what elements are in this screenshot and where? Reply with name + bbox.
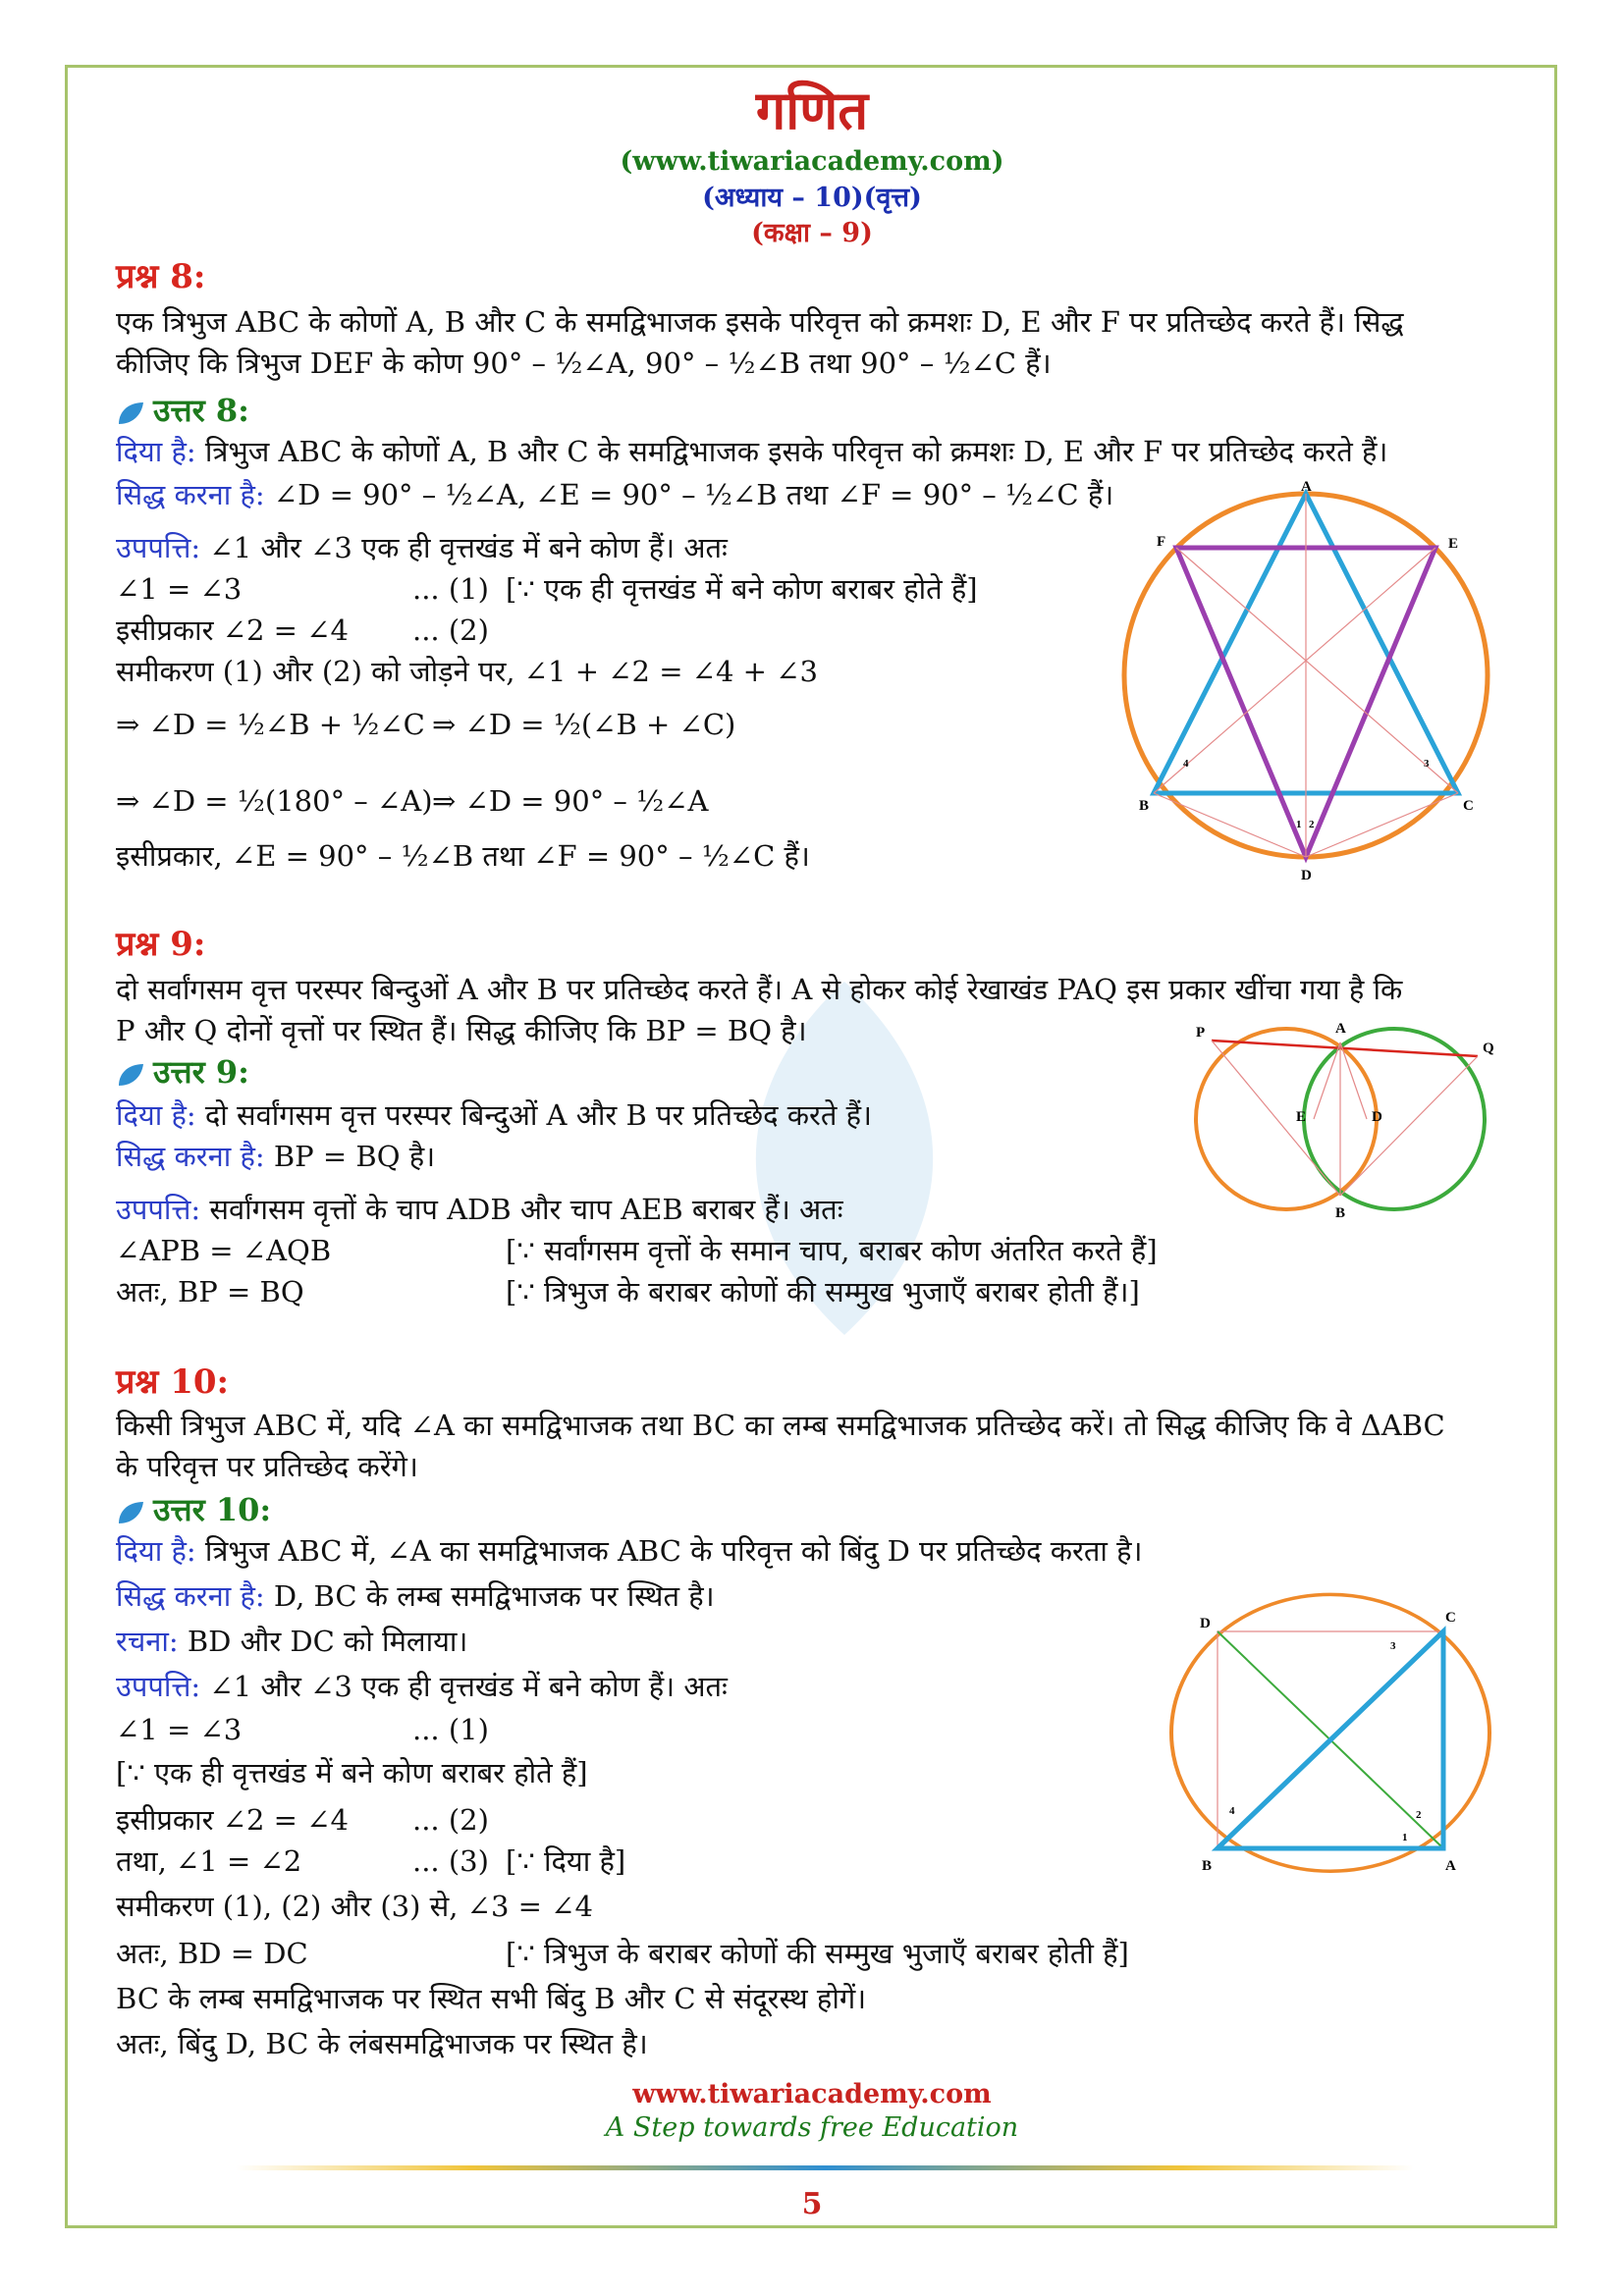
label-2: 2	[1309, 819, 1315, 830]
label-3: 3	[1390, 1640, 1396, 1652]
prove-text: D, BC के लम्ब समद्विभाजक पर स्थित है।	[264, 1579, 715, 1613]
step-10-4: समीकरण (1), (2) और (3) से, ∠3 = ∠4	[116, 1890, 593, 1923]
step-8-2: इसीप्रकार ∠2 = ∠4	[116, 614, 349, 647]
answer-8-label: उत्तर 8:	[153, 392, 249, 429]
answer-10-proof	[116, 1667, 728, 1706]
prove-text: BP = BQ है।	[264, 1140, 436, 1173]
proof-label: उपपत्ति:	[116, 531, 201, 564]
chapter-label: (अध्याय – 10)(वृत्त)	[702, 183, 922, 213]
step-8-4a: ⇒ ∠D = ½∠B + ½∠C	[116, 708, 425, 741]
label-1: 1	[1296, 819, 1302, 830]
label-P: P	[1196, 1025, 1206, 1041]
step-10-7: अतः, बिंदु D, BC के लंबसमद्विभाजक पर स्थित है।	[116, 2027, 648, 2060]
circle-left	[1196, 1029, 1377, 1209]
step-9-1: ∠APB = ∠AQB	[116, 1234, 332, 1267]
step-9-2: अतः, BP = BQ	[116, 1275, 304, 1308]
answer-10-given	[116, 1531, 1143, 1571]
question-10-text-2: के परिवृत्त पर प्रतिच्छेद करेंगे।	[116, 1450, 418, 1483]
answer-10-construction	[116, 1622, 467, 1661]
step-10-1-num: ... (1)	[412, 1713, 489, 1746]
answer-8-given	[116, 432, 1387, 471]
step-8-5a: ⇒ ∠D = ½(180° – ∠A)	[116, 784, 433, 818]
step-9-1-reason: [∵ सर्वांगसम वृत्तों के समान चाप, बराबर कोण अंतरित करते हैं]	[506, 1234, 1158, 1267]
label-B: B	[1202, 1858, 1213, 1874]
prove-label: सिद्ध करना है:	[116, 1579, 265, 1613]
question-9-text-2: P और Q दोनों वृत्तों पर स्थित हैं। सिद्ध कीजिए कि BP = BQ है।	[116, 1014, 807, 1047]
leaf-icon	[116, 1062, 145, 1088]
step-8-1-num: ... (1)	[412, 572, 489, 606]
answer-8-heading	[116, 391, 249, 430]
step-8-1-reason: [∵ एक ही वृत्तखंड में बने कोण बराबर होते हैं]	[506, 572, 978, 606]
header-site: (www.tiwariacademy.com)	[620, 146, 1004, 177]
footer-tagline: A Step towards free Education	[605, 2112, 1019, 2143]
given-text: दो सर्वांगसम वृत्त परस्पर बिन्दुओं A और B पर प्रतिच्छेद करते हैं।	[195, 1098, 872, 1132]
label-1: 1	[1402, 1832, 1408, 1843]
figure-10-square	[1159, 1590, 1512, 1875]
label-E: E	[1448, 536, 1459, 552]
construction-label: रचना:	[116, 1625, 179, 1658]
label-A: A	[1445, 1858, 1456, 1874]
construction-text: BD और DC को मिलाया।	[178, 1625, 468, 1658]
footer-site[interactable]: www.tiwariacademy.com	[632, 2079, 992, 2109]
proof-text: ∠1 और ∠3 एक ही वृत्तखंड में बने कोण हैं। अतः	[200, 1670, 728, 1703]
label-A: A	[1335, 1021, 1346, 1037]
proof-label: उपपत्ति:	[116, 1193, 201, 1226]
given-text: त्रिभुज ABC के कोणों A, B और C के समद्विभाजक इसके परिवृत्त को क्रमशः D, E और F पर प्रतिच्छेद करते हैं।	[195, 435, 1388, 468]
label-F: F	[1157, 534, 1166, 550]
question-8-text-1: एक त्रिभुज ABC के कोणों A, B और C के समद्विभाजक इसके परिवृत्त को क्रमशः D, E और F पर प्रतिच्छेद करते हैं। सिद्ध	[116, 305, 1404, 339]
label-C: C	[1445, 1610, 1456, 1626]
answer-9-given	[116, 1095, 872, 1135]
step-10-3: तथा, ∠1 = ∠2	[116, 1844, 302, 1878]
label-C: C	[1463, 798, 1474, 814]
answer-8-prove	[116, 475, 1113, 514]
given-label: दिया है:	[116, 1098, 196, 1132]
label-4: 4	[1229, 1805, 1235, 1817]
subject-title: गणित	[755, 79, 869, 141]
answer-9-prove	[116, 1137, 435, 1176]
question-8-text-2: कीजिए कि त्रिभुज DEF के कोण 90° – ½∠A, 90° – ½∠B तथा 90° – ½∠C हैं।	[116, 347, 1052, 380]
label-D: D	[1372, 1109, 1382, 1125]
answer-9-heading	[116, 1052, 249, 1092]
answer-10-prove	[116, 1576, 715, 1616]
given-label: दिया है:	[116, 435, 196, 468]
page-number: 5	[801, 2187, 823, 2221]
prove-label: सिद्ध करना है:	[116, 1140, 265, 1173]
step-10-1: ∠1 = ∠3	[116, 1713, 243, 1746]
question-10-text-1: किसी त्रिभुज ABC में, यदि ∠A का समद्विभाजक तथा BC का लम्ब समद्विभाजक प्रतिच्छेद करें। तो सिद्ध कीजिए कि वे ΔABC	[116, 1409, 1445, 1442]
step-8-2-num: ... (2)	[412, 614, 489, 647]
step-8-3: समीकरण (1) और (2) को जोड़ने पर, ∠1 + ∠2 = ∠4 + ∠3	[116, 655, 818, 688]
question-8-heading: प्रश्न 8:	[116, 257, 206, 296]
question-9-text-1: दो सर्वांगसम वृत्त परस्पर बिन्दुओं A और B पर प्रतिच्छेद करते हैं। A से होकर कोई रेखाखंड PAQ इस प्रकार खींचा गया है कि	[116, 973, 1403, 1006]
proof-text: सर्वांगसम वृत्तों के चाप ADB और चाप AEB बराबर हैं। अतः	[200, 1193, 843, 1226]
proof-label: उपपत्ति:	[116, 1670, 201, 1703]
step-10-6: BC के लम्ब समद्विभाजक पर स्थित सभी बिंदु B और C से संदूरस्थ होगें।	[116, 1982, 867, 2015]
answer-8-proof	[116, 528, 728, 567]
step-10-3-reason: [∵ दिया है]	[506, 1844, 626, 1878]
answer-10-label: उत्तर 10:	[153, 1491, 272, 1528]
step-8-1: ∠1 = ∠3	[116, 572, 243, 606]
question-9-heading: प्रश्न 9:	[116, 925, 206, 964]
label-E: E	[1296, 1109, 1307, 1125]
prove-label: सिद्ध करना है:	[116, 478, 265, 511]
footer-divider	[236, 2165, 1414, 2170]
step-9-2-reason: [∵ त्रिभुज के बराबर कोणों की सम्मुख भुजाएँ बराबर होती हैं।]	[506, 1275, 1140, 1308]
leaf-icon	[116, 400, 145, 426]
leaf-icon	[116, 1500, 145, 1525]
label-D: D	[1200, 1616, 1211, 1631]
step-10-5-reason: [∵ त्रिभुज के बराबर कोणों की सम्मुख भुजाएँ बराबर होती हैं]	[506, 1937, 1129, 1970]
step-10-2: इसीप्रकार ∠2 = ∠4	[116, 1803, 349, 1837]
label-3: 3	[1424, 758, 1430, 770]
label-2: 2	[1416, 1809, 1422, 1821]
figure-8-star	[1110, 479, 1502, 891]
answer-9-label: उत्तर 9:	[153, 1053, 249, 1091]
step-8-5b: ⇒ ∠D = 90° – ½∠A	[432, 784, 709, 818]
figure-9-circles	[1168, 1011, 1512, 1227]
page-header	[0, 77, 1624, 251]
given-label: दिया है:	[116, 1534, 196, 1568]
step-10-3-num: ... (3)	[412, 1844, 489, 1878]
label-B: B	[1139, 798, 1150, 814]
step-10-2-num: ... (2)	[412, 1803, 489, 1837]
answer-9-proof	[116, 1190, 843, 1229]
step-8-6: इसीप्रकार, ∠E = 90° – ½∠B तथा ∠F = 90° – ½∠C हैं।	[116, 839, 810, 873]
label-Q: Q	[1483, 1041, 1494, 1056]
question-10-heading: प्रश्न 10:	[116, 1362, 230, 1402]
answer-10-heading	[116, 1490, 271, 1529]
label-4: 4	[1183, 758, 1189, 770]
given-text: त्रिभुज ABC में, ∠A का समद्विभाजक ABC के परिवृत्त को बिंदु D पर प्रतिच्छेद करता है।	[195, 1534, 1143, 1568]
step-10-1-reason: [∵ एक ही वृत्तखंड में बने कोण बराबर होते हैं]	[116, 1756, 588, 1789]
step-10-5: अतः, BD = DC	[116, 1937, 308, 1970]
label-A: A	[1301, 479, 1312, 495]
step-8-4b: ⇒ ∠D = ½(∠B + ∠C)	[432, 708, 736, 741]
label-D: D	[1301, 868, 1312, 883]
proof-text: ∠1 और ∠3 एक ही वृत्तखंड में बने कोण हैं। अतः	[200, 531, 728, 564]
label-B: B	[1335, 1205, 1346, 1221]
class-label: (कक्षा – 9)	[751, 218, 873, 248]
prove-text: ∠D = 90° – ½∠A, ∠E = 90° – ½∠B तथा ∠F = 90° – ½∠C हैं।	[264, 478, 1114, 511]
